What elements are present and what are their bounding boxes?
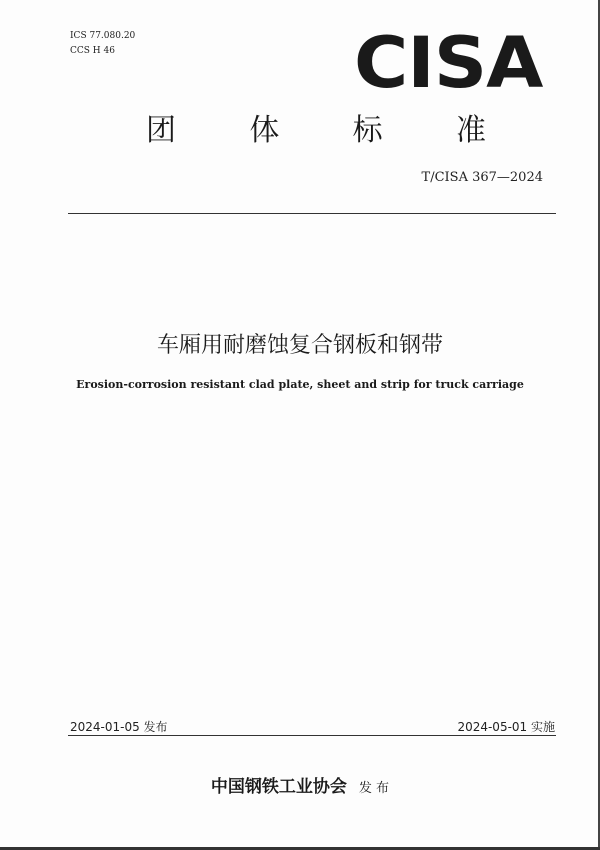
bottom-divider bbox=[68, 735, 556, 736]
effective-date: 2024-05-01 实施 bbox=[457, 720, 555, 734]
issue-date: 2024-01-05 发布 bbox=[70, 720, 168, 734]
standard-type-char: 体 bbox=[249, 113, 280, 148]
issuing-organization bbox=[0, 772, 600, 797]
cisa-logo: CISA bbox=[354, 22, 543, 104]
standard-type-char: 准 bbox=[455, 113, 486, 148]
standard-type-char: 团 bbox=[146, 113, 176, 148]
standard-number: T/CISA 367—2024 bbox=[421, 170, 543, 185]
standard-type-char: 标 bbox=[352, 113, 383, 148]
classification-codes bbox=[70, 29, 135, 59]
english-title: Erosion-corrosion resistant clad plate, sheet and strip for truck carriage bbox=[76, 378, 524, 391]
issuer-name: 中国钢铁工业协会 bbox=[210, 777, 347, 797]
issuer-suffix: 发 布 bbox=[358, 781, 390, 796]
ics-code: ICS 77.080.20 bbox=[70, 31, 136, 41]
ccs-code: CCS H 46 bbox=[70, 46, 115, 56]
chinese-title: 车厢用耐磨蚀复合钢板和钢带 bbox=[156, 333, 443, 358]
standard-type-heading bbox=[146, 113, 486, 149]
top-divider bbox=[68, 213, 556, 214]
